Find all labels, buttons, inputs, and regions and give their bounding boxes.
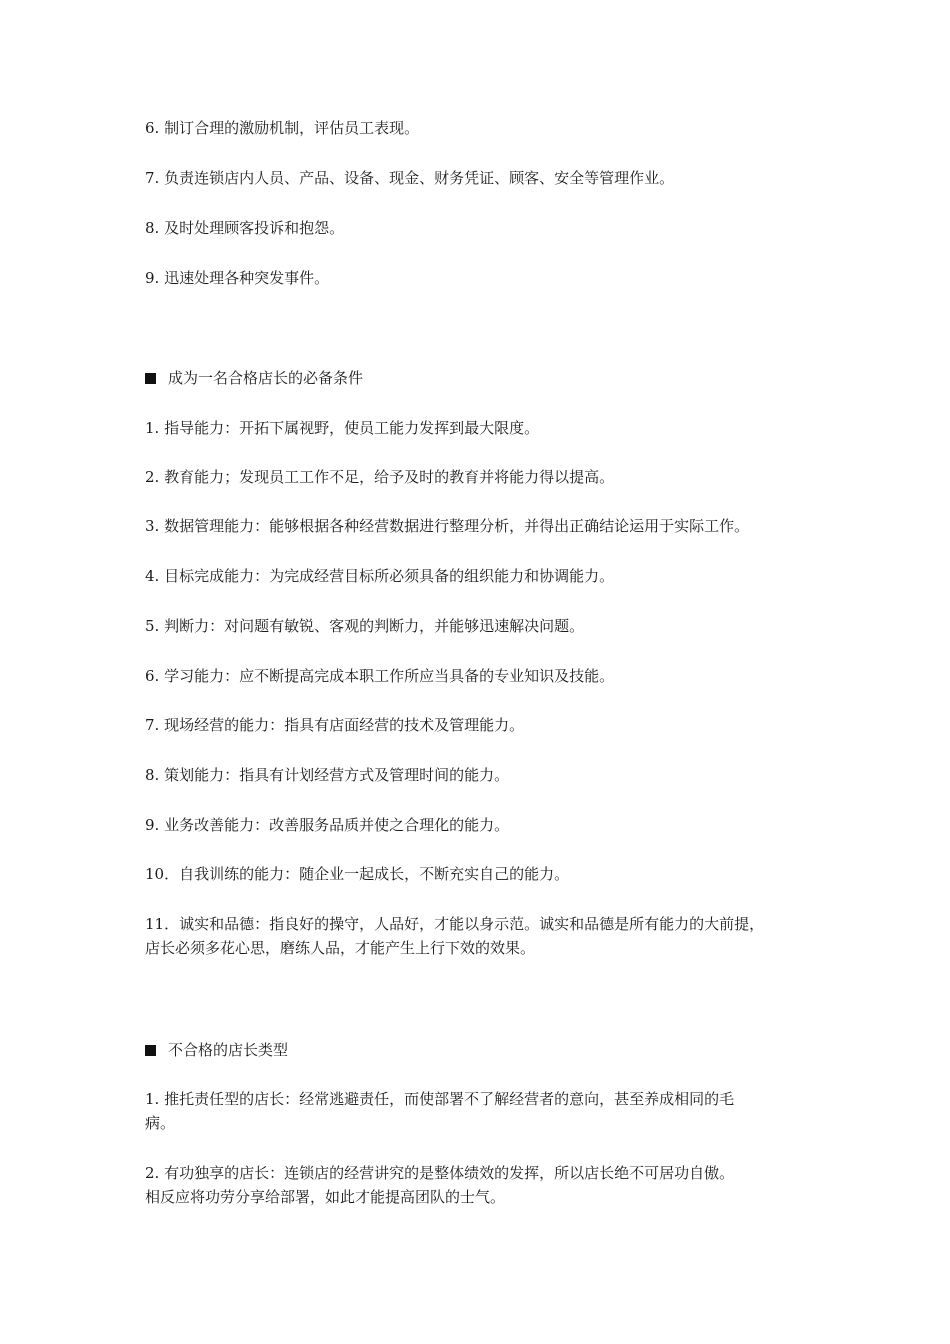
section-heading-text: 成为一名合格店长的必备条件 <box>168 369 364 387</box>
duty-item-7: 7. 负责连锁店内人员、产品、设备、现金、财务凭证、顾客、安全等管理作业。 <box>145 169 675 187</box>
requirement-item-5: 5. 判断力：对问题有敏锐、客观的判断力，并能够迅速解决问题。 <box>145 617 585 635</box>
section-heading-requirements <box>145 366 810 390</box>
square-bullet-icon <box>145 373 156 384</box>
requirement-item-7: 7. 现场经营的能力：指具有店面经营的技术及管理能力。 <box>145 716 525 734</box>
requirement-item-6: 6. 学习能力：应不断提高完成本职工作所应当具备的专业知识及技能。 <box>145 667 615 685</box>
requirement-item-11-line-1: 11．诚实和品德：指良好的操守，人品好，才能以身示范。诚实和品德是所有能力的大前提， <box>145 915 765 933</box>
unqualified-item-1-line-2: 病。 <box>145 1114 176 1132</box>
requirement-item-11 <box>145 912 810 960</box>
requirement-item-4: 4. 目标完成能力：为完成经营目标所必须具备的组织能力和协调能力。 <box>145 567 615 585</box>
requirement-item-9: 9. 业务改善能力：改善服务品质并使之合理化的能力。 <box>145 816 510 834</box>
section-heading-unqualified <box>145 1038 810 1062</box>
section-heading-text: 不合格的店长类型 <box>168 1041 289 1059</box>
requirement-item-3: 3. 数据管理能力：能够根据各种经营数据进行整理分析，并得出正确结论运用于实际工作。 <box>145 517 750 535</box>
unqualified-item-1-line-1: 1. 推托责任型的店长：经常逃避责任，而使部署不了解经营者的意向，甚至养成相同的毛 <box>145 1090 735 1108</box>
unqualified-item-2-line-2: 相反应将功劳分享给部署，如此才能提高团队的士气。 <box>145 1188 506 1206</box>
requirement-item-11-line-2: 店长必须多花心思，磨练人品，才能产生上行下效的效果。 <box>145 939 536 957</box>
unqualified-item-2-line-1: 2. 有功独享的店长：连锁店的经营讲究的是整体绩效的发挥，所以店长绝不可居功自傲。 <box>145 1164 735 1182</box>
duty-item-9: 9. 迅速处理各种突发事件。 <box>145 269 330 287</box>
requirement-item-10: 10．自我训练的能力：随企业一起成长，不断充实自己的能力。 <box>145 865 570 883</box>
square-bullet-icon <box>145 1045 156 1056</box>
requirement-item-1: 1. 指导能力：开拓下属视野，使员工能力发挥到最大限度。 <box>145 419 540 437</box>
unqualified-item-1 <box>145 1087 810 1135</box>
requirement-item-8: 8. 策划能力：指具有计划经营方式及管理时间的能力。 <box>145 766 510 784</box>
duty-item-8: 8. 及时处理顾客投诉和抱怨。 <box>145 219 345 237</box>
requirement-item-2: 2. 教育能力；发现员工工作不足，给予及时的教育并将能力得以提高。 <box>145 468 615 486</box>
unqualified-item-2 <box>145 1161 810 1209</box>
duty-item-6: 6. 制订合理的激励机制，评估员工表现。 <box>145 119 420 137</box>
